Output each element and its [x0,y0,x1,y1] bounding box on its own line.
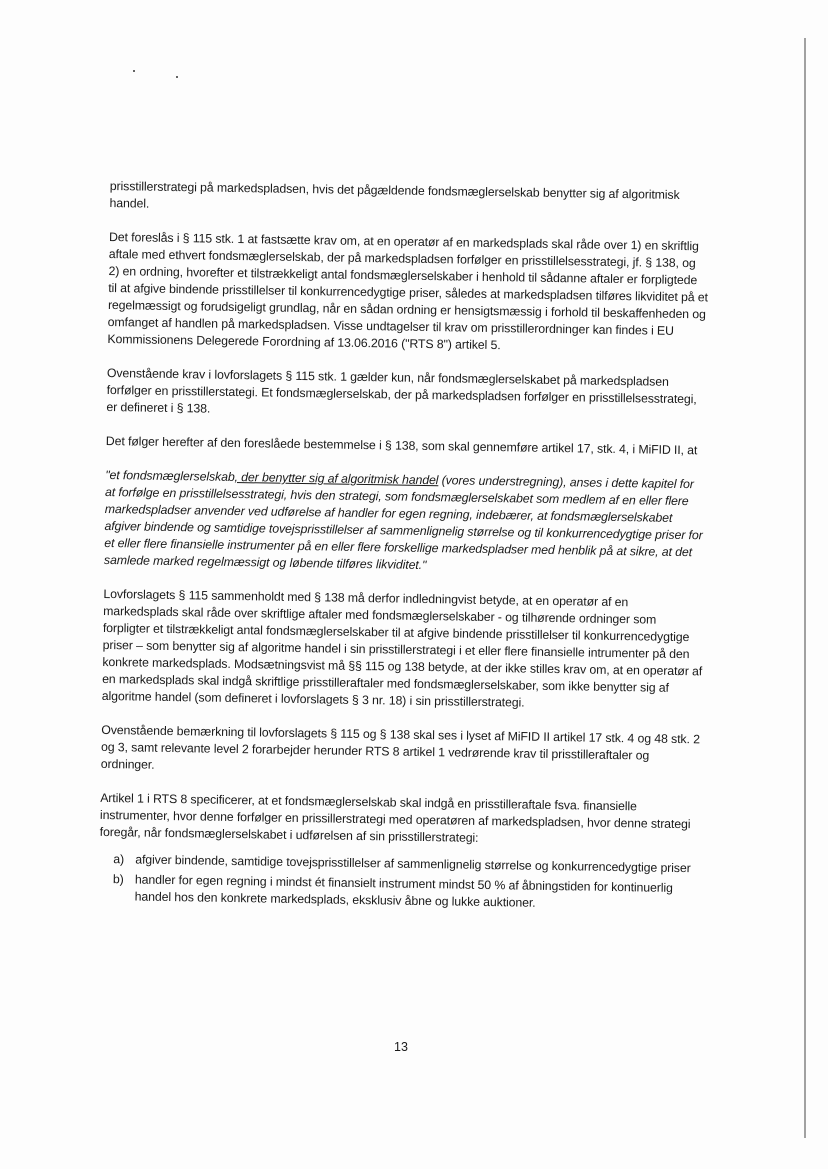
quote-text: "et fondsmæglerselskab [105,467,235,484]
scan-speck [133,70,135,72]
paragraph: Ovenstående bemærkning til lovforslagets § 115 og § 138 skal ses i lyset af MiFID II artikel 17 stk. 4 og 48 stk. 2 og 3, samt relevante level 2 forarbejder herunder RTS 8 artikel 1 vedrørende krav til prisstilleraftaler og ordninger. [100,722,701,772]
quote-underlined-text: , der benytter sig af algoritmisk handel [234,469,439,488]
paragraph: Det følger herefter af den foreslåede bestemmelse i § 138, som skal gennemføre artikel 17, stk. 4, i MiFID II, at [105,433,698,458]
list-item-text: afgiver bindende, samtidige tovejsprisstillelser af sammenlignelig størrelse og konkurrencedygtige priser [135,852,691,876]
paragraph: prisstillerstrategi på markedspladsen, hvis det pågældende fondsmæglerselskab benytter sig af algoritmisk handel. [109,178,680,211]
page-number: 13 [394,1040,408,1054]
paragraph: Lovforslagets § 115 sammenholdt med § 138 må derfor indledningvist betyde, at en operatør af en markedsplads skal råde over skriftlige aftaler med fondsmæglerselskaber - og tilhørende ordninger som forpligter et tilstrækkeligt antal fondsmæglerselskaber til at afgive bindende prisstillelser til konkurrencedygtige priser – som benytter sig af algoritme handel i sin prisstillerstrategi i et eller flere finansielle intrumenter på den konkrete markedsplads. Modsætningsvist må §§ 115 og 138 betyde, at der ikke stilles krav om, at en operatør af en markedsplads skal indgå skriftlige prisstilleraftaler med fondsmæglerselskaber, som ikke benytter sig af algoritme handel (som defineret i lovforslagets § 3 nr. 18) i sin prisstillerstrategi. [101,586,703,710]
list-item [99,871,699,914]
scan-speck [176,76,178,78]
paragraph: Ovenstående krav i lovforslagets § 115 stk. 1 gælder kun, når fondsmæglerselskabet på markedspladsen forfølger en prisstillerstategi. Et fondsmæglerselskab, der på markedspladsen forfølger en prisstillelsesstrategi, er defineret i § 138. [106,365,697,416]
list-item-text: handler for egen regning i mindst ét finansielt instrument mindst 50 % af åbningstiden for kontinuerlig handel hos den konkrete markedsplads, eksklusiv åbne og lukke auktioner. [134,872,673,910]
paragraph: Det foreslås i § 115 stk. 1 at fastsætte krav om, at en operatør af en markedsplads skal råde over 1) en skriftlig aftale med ethvert fondsmæglerselskab, der på markedspladsen forfølger en prisstillelsesstrategi, jf. § 138, og 2) en ordning, hvorefter et tilstrækkeligt antal fondsmæglerselskaber i henhold til sådanne aftaler er forpligtede til at afgive bindende prisstillelser til konkurrencedygtige priser, således at markedspladsen tilføres likviditet på et regelmæssigt og forudsigeligt grundlag, når en sådan ordning er hensigtsmæssig i forhold til beskaffenheden og omfanget af handlen på markedspladsen. Visse undtagelser til krav om prisstillerordninger kan findes i EU Kommissionens Delegerede Forordning af 13.06.2016 ("RTS 8") artikel 5. [107,229,709,353]
quoted-provision [104,467,706,578]
criteria-list [99,851,700,914]
paragraph: Artikel 1 i RTS 8 specificerer, at et fondsmæglerselskab skal indgå en prisstilleraftale fsva. finansielle instrumenter, hvor denne forfølger en prissillerstrategi med operatøren af markedspladsen, hvor denne strategi foregår, når fondsmæglerselskabet i udførelsen af sin prisstillerstrategi: [99,790,691,845]
scan-edge-line [804,38,806,1138]
quote-text: (vores understregning), anses i dette kapitel for at forfølge en prisstillelsesstrategi, hvis den strategi, som fondsmæglerselskabet som medlem af en eller flere markedspladser anvender ved udførelse af handler for egen regning, indebærer, at fondsmæglerselskabet afgiver bindende og samtidige tovejsprisstillelser af sammenlignelig størrelse og til konkurrencedygtige priser for et eller flere finansielle instrumenter på en eller flere forskellige markedspladser med henblik på at sikre, at det samlede marked regelmæssigt og løbende tilføres likviditet." [103,473,703,573]
document-body [99,178,710,917]
list-item-label: b) [112,872,124,887]
list-item-label: a) [113,852,125,867]
